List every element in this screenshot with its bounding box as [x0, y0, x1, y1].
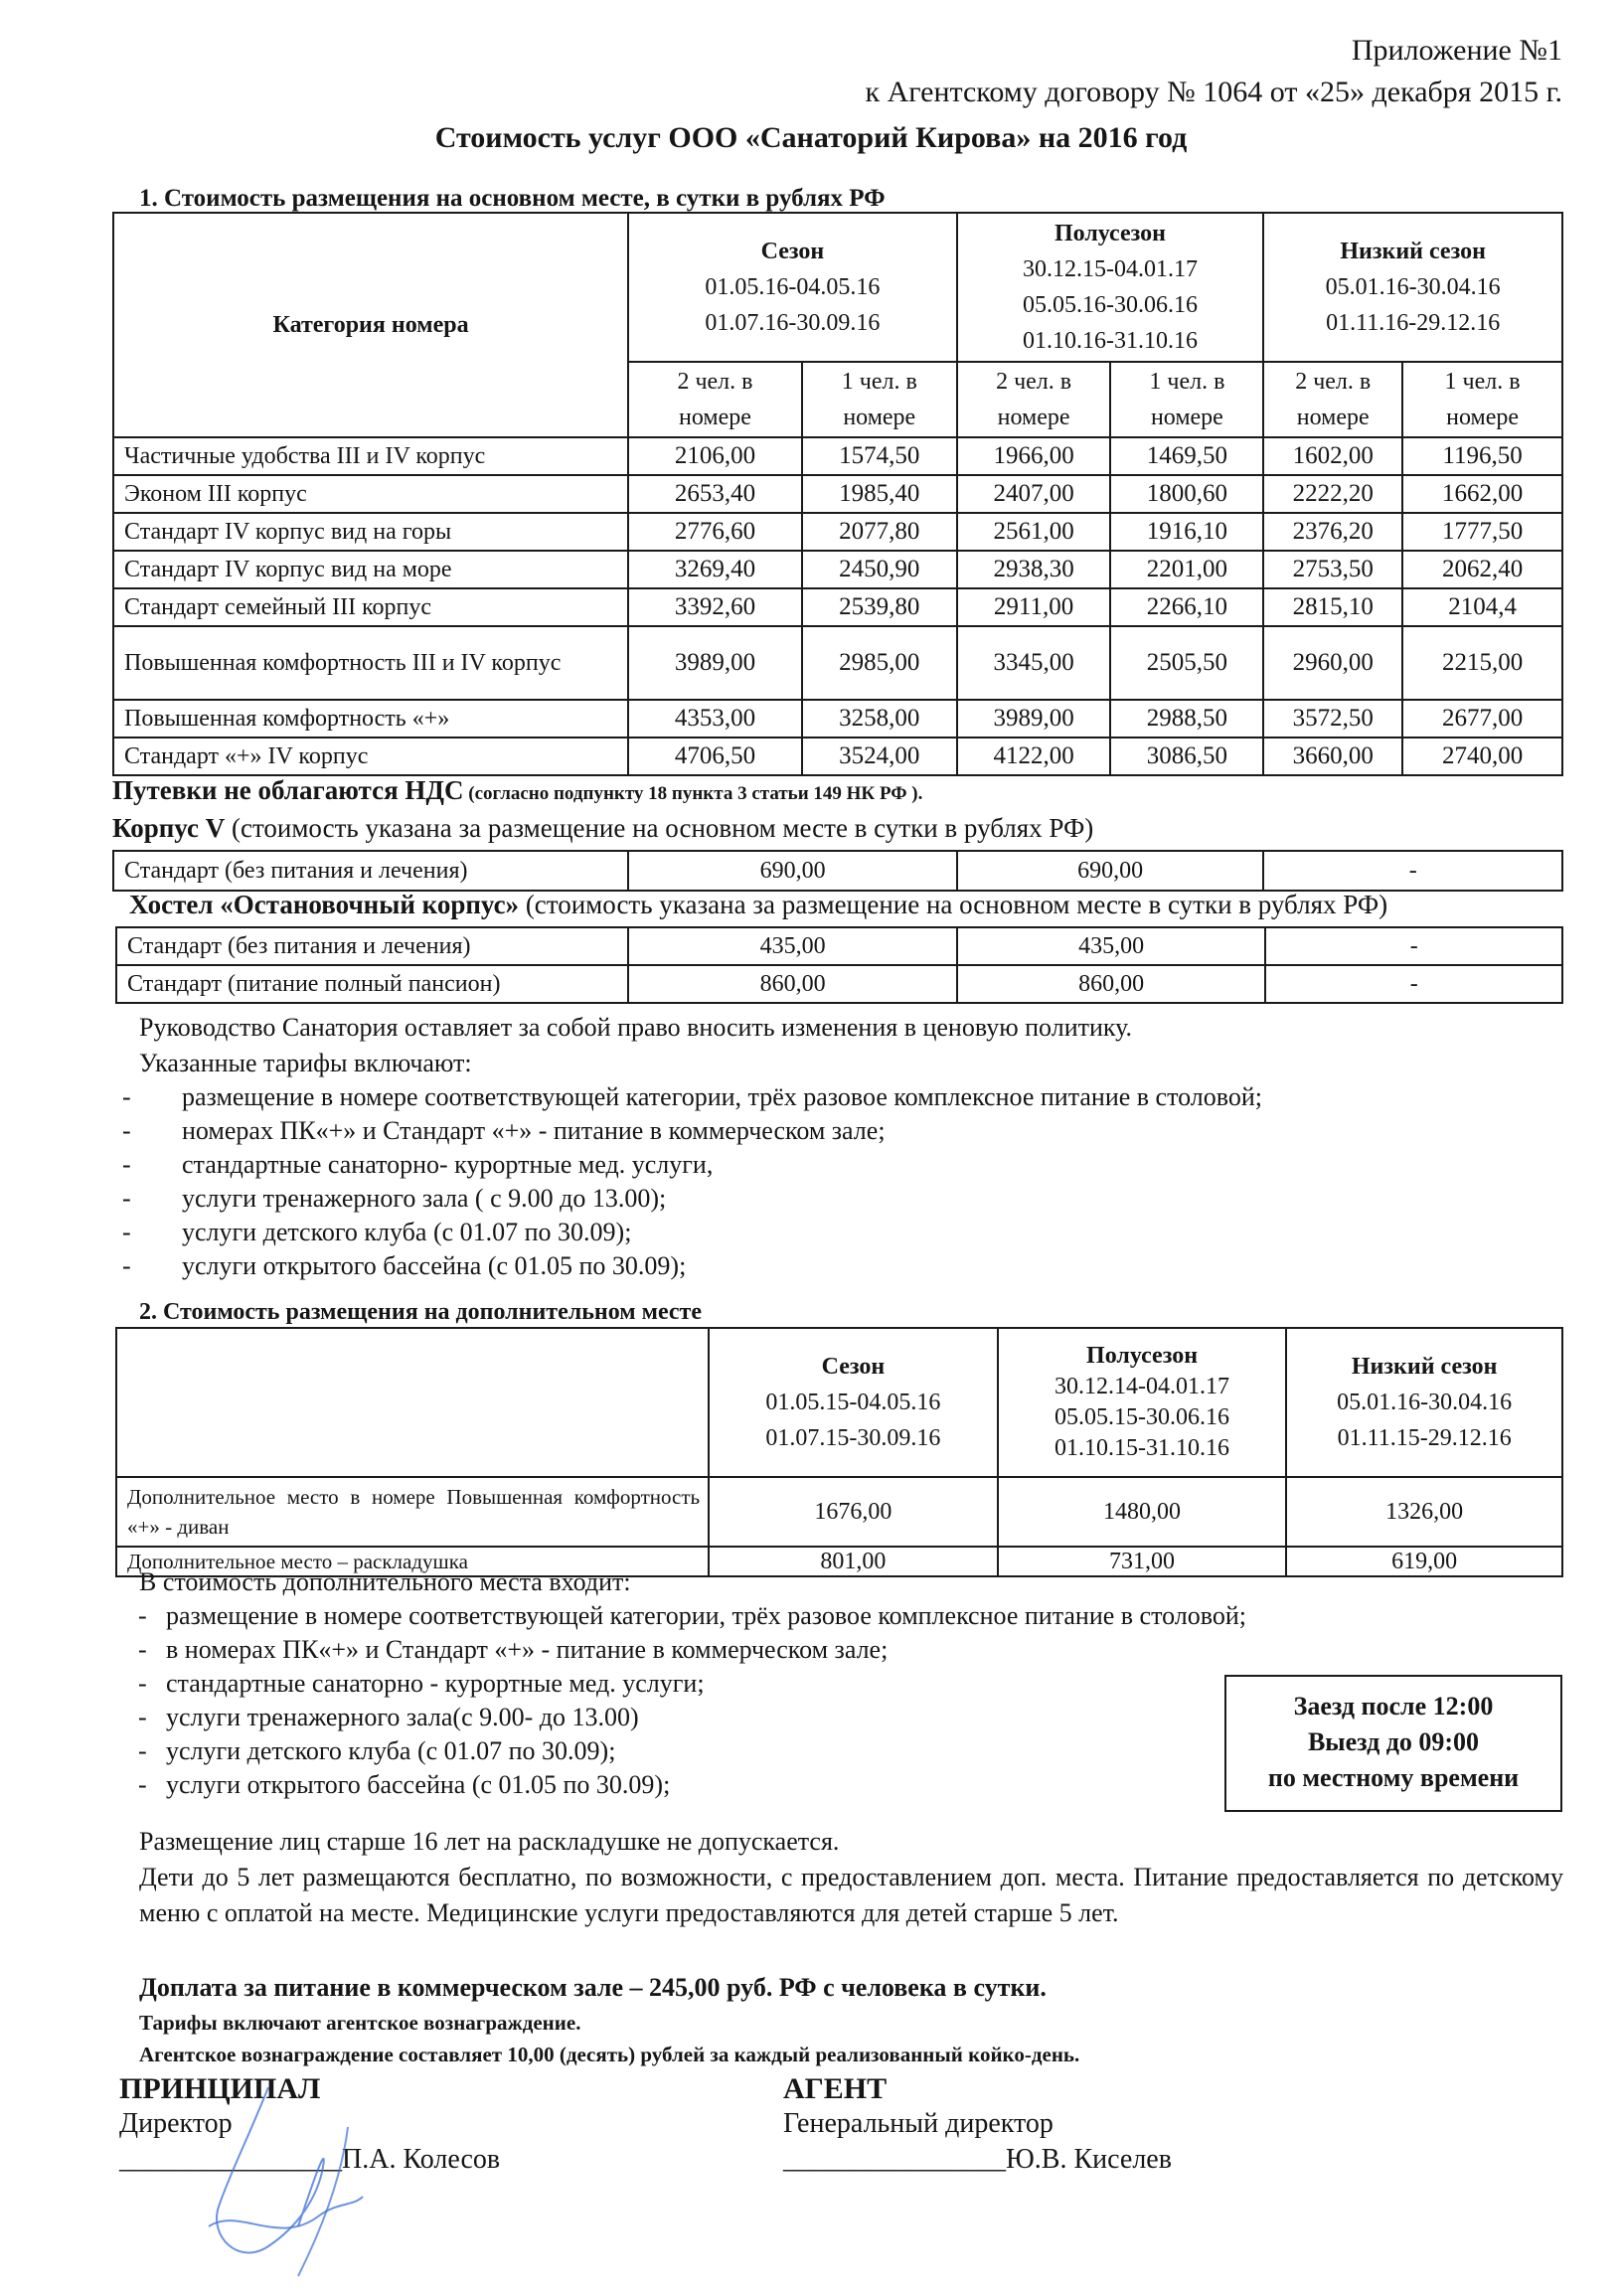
checkin-time: Заезд после 12:00: [1293, 1692, 1494, 1721]
list-item: - услуги детского клуба (с 01.07 по 30.09);: [126, 1734, 1219, 1768]
occupancy-header: 2 чел. в номере: [628, 362, 802, 437]
low-season-header: Низкий сезон 05.01.16-30.04.16 01.11.16-29.12.16: [1263, 213, 1562, 362]
policy-note: Руководство Санатория оставляет за собой право вносить изменения в ценовую политику.: [139, 1013, 1133, 1042]
low-season-header: Низкий сезон 05.01.16-30.04.16 01.11.15-29.12.16: [1286, 1328, 1562, 1477]
season-header: Сезон 01.05.15-04.05.16 01.07.15-30.09.16: [709, 1328, 998, 1477]
local-time-note: по местному времени: [1267, 1763, 1520, 1792]
extra-bed-table: [115, 1327, 1563, 1577]
table-row: Дополнительное место – раскладушка 801,00 731,00 619,00: [116, 1547, 1562, 1576]
building5-table: [112, 850, 1563, 892]
agent-sign-line: ________________Ю.В. Киселев: [783, 2144, 1172, 2175]
list-item: - услуги открытого бассейна (с 01.05 по 30.09);: [112, 1249, 1563, 1283]
hostel-title: Хостел «Остановочный корпус» (стоимость указана за размещение на основном месте в сутки в рублях РФ): [129, 890, 1388, 919]
table-row: Дополнительное место в номере Повышенная комфортность «+» - диван 1676,00 1480,00 1326,00: [116, 1477, 1562, 1547]
table-row: Стандарт IV корпус вид на море 3269,40 2450,90 2938,30 2201,00 2753,50 2062,40: [113, 551, 1562, 588]
table-row: Стандарт «+» IV корпус 4706,50 3524,00 4122,00 3086,50 3660,00 2740,00: [113, 738, 1562, 775]
list-item: - услуги тренажерного зала ( с 9.00 до 13.00);: [112, 1182, 1563, 1216]
principal-sign-line: ________________П.А. Колесов: [119, 2144, 501, 2175]
hostel-table: [115, 926, 1563, 1004]
table-row: Частичные удобства III и IV корпус 2106,00 1574,50 1966,00 1469,50 1602,00 1196,50: [113, 437, 1562, 475]
signature-scribble-icon: [149, 2077, 398, 2296]
list-item: - размещение в номере соответствующей категории, трёх разовое комплексное питание в столовой;: [112, 1080, 1563, 1114]
list-item: - номерах ПК«+» и Стандарт «+» - питание в коммерческом зале;: [112, 1114, 1563, 1148]
tariffs-include-list: [112, 1080, 1563, 1283]
extra-includes-list: [126, 1599, 1246, 1802]
occupancy-header: 1 чел. в номере: [802, 362, 957, 437]
category-header: Категория номера: [113, 213, 628, 437]
list-item: - стандартные санаторно- курортные мед. услуги,: [112, 1148, 1563, 1182]
half-season-header: Полусезон 30.12.14-04.01.17 05.05.15-30.06.16 01.10.15-31.10.16: [998, 1328, 1287, 1477]
building5-title: Корпус V (стоимость указана за размещение на основном месте в сутки в рублях РФ): [112, 813, 1094, 843]
checkout-time: Выезд до 09:00: [1307, 1727, 1480, 1756]
table-row: Стандарт семейный III корпус 3392,60 2539,80 2911,00 2266,10 2815,10 2104,4: [113, 588, 1562, 626]
occupancy-header: 2 чел. в номере: [1263, 362, 1402, 437]
table-row: Стандарт IV корпус вид на горы 2776,60 2077,80 2561,00 1916,10 2376,20 1777,50: [113, 513, 1562, 551]
main-price-table: [112, 212, 1563, 776]
season-header: Сезон 01.05.16-04.05.16 01.07.16-30.09.16: [628, 213, 957, 362]
contract-reference: к Агентскому договору № 1064 от «25» декабря 2015 г.: [865, 76, 1562, 108]
list-item: - стандартные санаторно - курортные мед. услуги;: [126, 1667, 1219, 1701]
table-row: Повышенная комфортность «+» 4353,00 3258,00 3989,00 2988,50 3572,50 2677,00: [113, 700, 1562, 738]
list-item: - размещение в номере соответствующей категории, трёх разовое комплексное питание в столовой;: [126, 1599, 1219, 1633]
list-item: - услуги тренажерного зала(с 9.00- до 13.00): [126, 1701, 1219, 1734]
principal-heading: ПРИНЦИПАЛ: [119, 2072, 321, 2105]
section2-title: 2. Стоимость размещения на дополнительном месте: [139, 1299, 702, 1325]
cot-rule: Размещение лиц старше 16 лет на раскладушке не допускается.: [139, 1827, 840, 1856]
tariffs-include-title: Указанные тарифы включают:: [139, 1049, 472, 1077]
principal-role: Директор: [119, 2108, 233, 2139]
table-row: Эконом III корпус 2653,40 1985,40 2407,00 1800,60 2222,20 1662,00: [113, 475, 1562, 513]
table-row: Стандарт (питание полный пансион) 860,00 860,00 -: [116, 965, 1562, 1003]
half-season-header: Полусезон 30.12.15-04.01.17 05.05.16-30.06.16 01.10.16-31.10.16: [957, 213, 1264, 362]
agent-signature-block: [783, 2072, 1172, 2178]
table-row: Стандарт (без питания и лечения) 435,00 435,00 -: [116, 927, 1562, 965]
surcharge-note: Доплата за питание в коммерческом зале – 245,00 руб. РФ с человека в сутки.: [139, 1973, 1047, 2002]
occupancy-header: 2 чел. в номере: [957, 362, 1111, 437]
list-item: - услуги детского клуба (с 01.07 по 30.09);: [112, 1216, 1563, 1249]
occupancy-header: 1 чел. в номере: [1402, 362, 1562, 437]
checkin-checkout-box: [1224, 1675, 1562, 1812]
agent-fee-note: Агентское вознаграждение составляет 10,00 (десять) рублей за каждый реализованный койко-день.: [139, 2043, 1080, 2066]
agent-heading: АГЕНТ: [783, 2072, 888, 2105]
appendix-header: [866, 30, 1563, 113]
section1-title: 1. Стоимость размещения на основном месте, в сутки в рублях РФ: [139, 185, 886, 212]
document-title: Стоимость услуг ООО «Санаторий Кирова» на 2016 год: [434, 121, 1188, 154]
list-item: - в номерах ПК«+» и Стандарт «+» - питание в коммерческом зале;: [126, 1633, 1219, 1667]
appendix-number: Приложение №1: [1351, 34, 1562, 67]
occupancy-header: 1 чел. в номере: [1110, 362, 1263, 437]
vat-note: Путевки не облагаются НДС (согласно подпункту 18 пункта 3 статьи 149 НК РФ ).: [112, 775, 923, 805]
table-row: Стандарт (без питания и лечения) 690,00 690,00 -: [113, 851, 1562, 891]
empty-header: [116, 1328, 709, 1477]
table-row: Повышенная комфортность III и IV корпус 3989,00 2985,00 3345,00 2505,50 2960,00 2215,00: [113, 626, 1562, 700]
children-rule: Дети до 5 лет размещаются бесплатно, по возможности, с предоставлением доп. места. Питание предоставляется по детскому меню с оплатой на месте. Медицинские услуги предоставляются для детей старше 5 лет.: [139, 1863, 1563, 1927]
extra-includes-title: В стоимость дополнительного места входит:: [139, 1567, 631, 1596]
agent-fee-included: Тарифы включают агентское вознаграждение.: [139, 2011, 581, 2035]
list-item: - услуги открытого бассейна (с 01.05 по 30.09);: [126, 1768, 1219, 1802]
agent-role: Генеральный директор: [783, 2108, 1054, 2139]
